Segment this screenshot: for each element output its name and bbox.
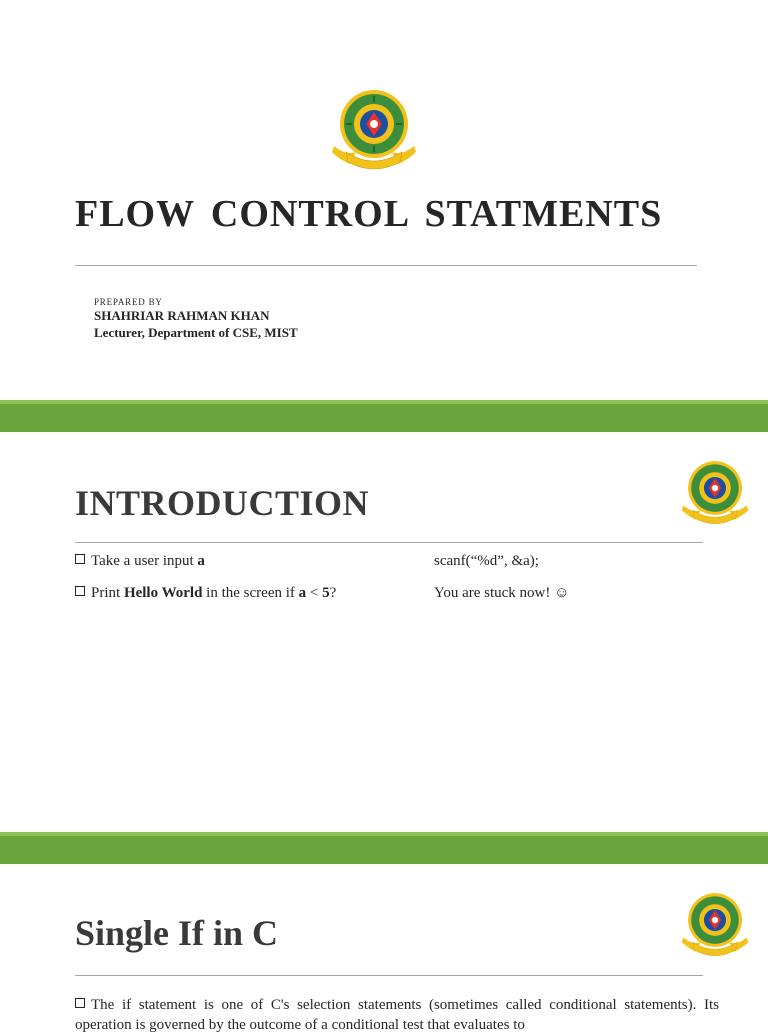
slide-separator [0, 832, 768, 864]
university-emblem-icon [330, 86, 418, 172]
introduction-slide [0, 432, 768, 832]
bullet-item: Print Hello World in the screen if a < 5? [75, 585, 336, 602]
bullet-paragraph: The if statement is one of C's selection statements (sometimes called conditional statements). Its operation is governed by the outcome of a conditional test that evaluates to [75, 997, 719, 1033]
bullet-code: scanf(“%d”, &a); [434, 553, 539, 569]
slide-separator [0, 400, 768, 432]
presentation-title: FLOW CONTROL STATMENTS [75, 193, 663, 235]
slide-title: Single If in C [75, 913, 279, 953]
university-emblem-icon [680, 458, 750, 526]
title-slide [0, 0, 768, 400]
single-if-slide [0, 864, 768, 1033]
author-name: SHAHRIAR RAHMAN KHAN [94, 308, 270, 323]
checkbox-bullet-icon [75, 554, 85, 564]
slide-title: INTRODUCTION [75, 483, 370, 523]
author-role: Lecturer, Department of CSE, MIST [94, 325, 298, 340]
title-divider [75, 542, 703, 543]
checkbox-bullet-icon [75, 998, 85, 1008]
title-divider [75, 975, 703, 976]
bullet-item: Take a user input a [75, 553, 205, 570]
prepared-by-label: PREPARED BY [94, 297, 163, 307]
checkbox-bullet-icon [75, 586, 85, 596]
title-divider [75, 265, 697, 266]
university-emblem-icon [680, 890, 750, 958]
bullet-code: You are stuck now! ☺ [434, 585, 570, 601]
